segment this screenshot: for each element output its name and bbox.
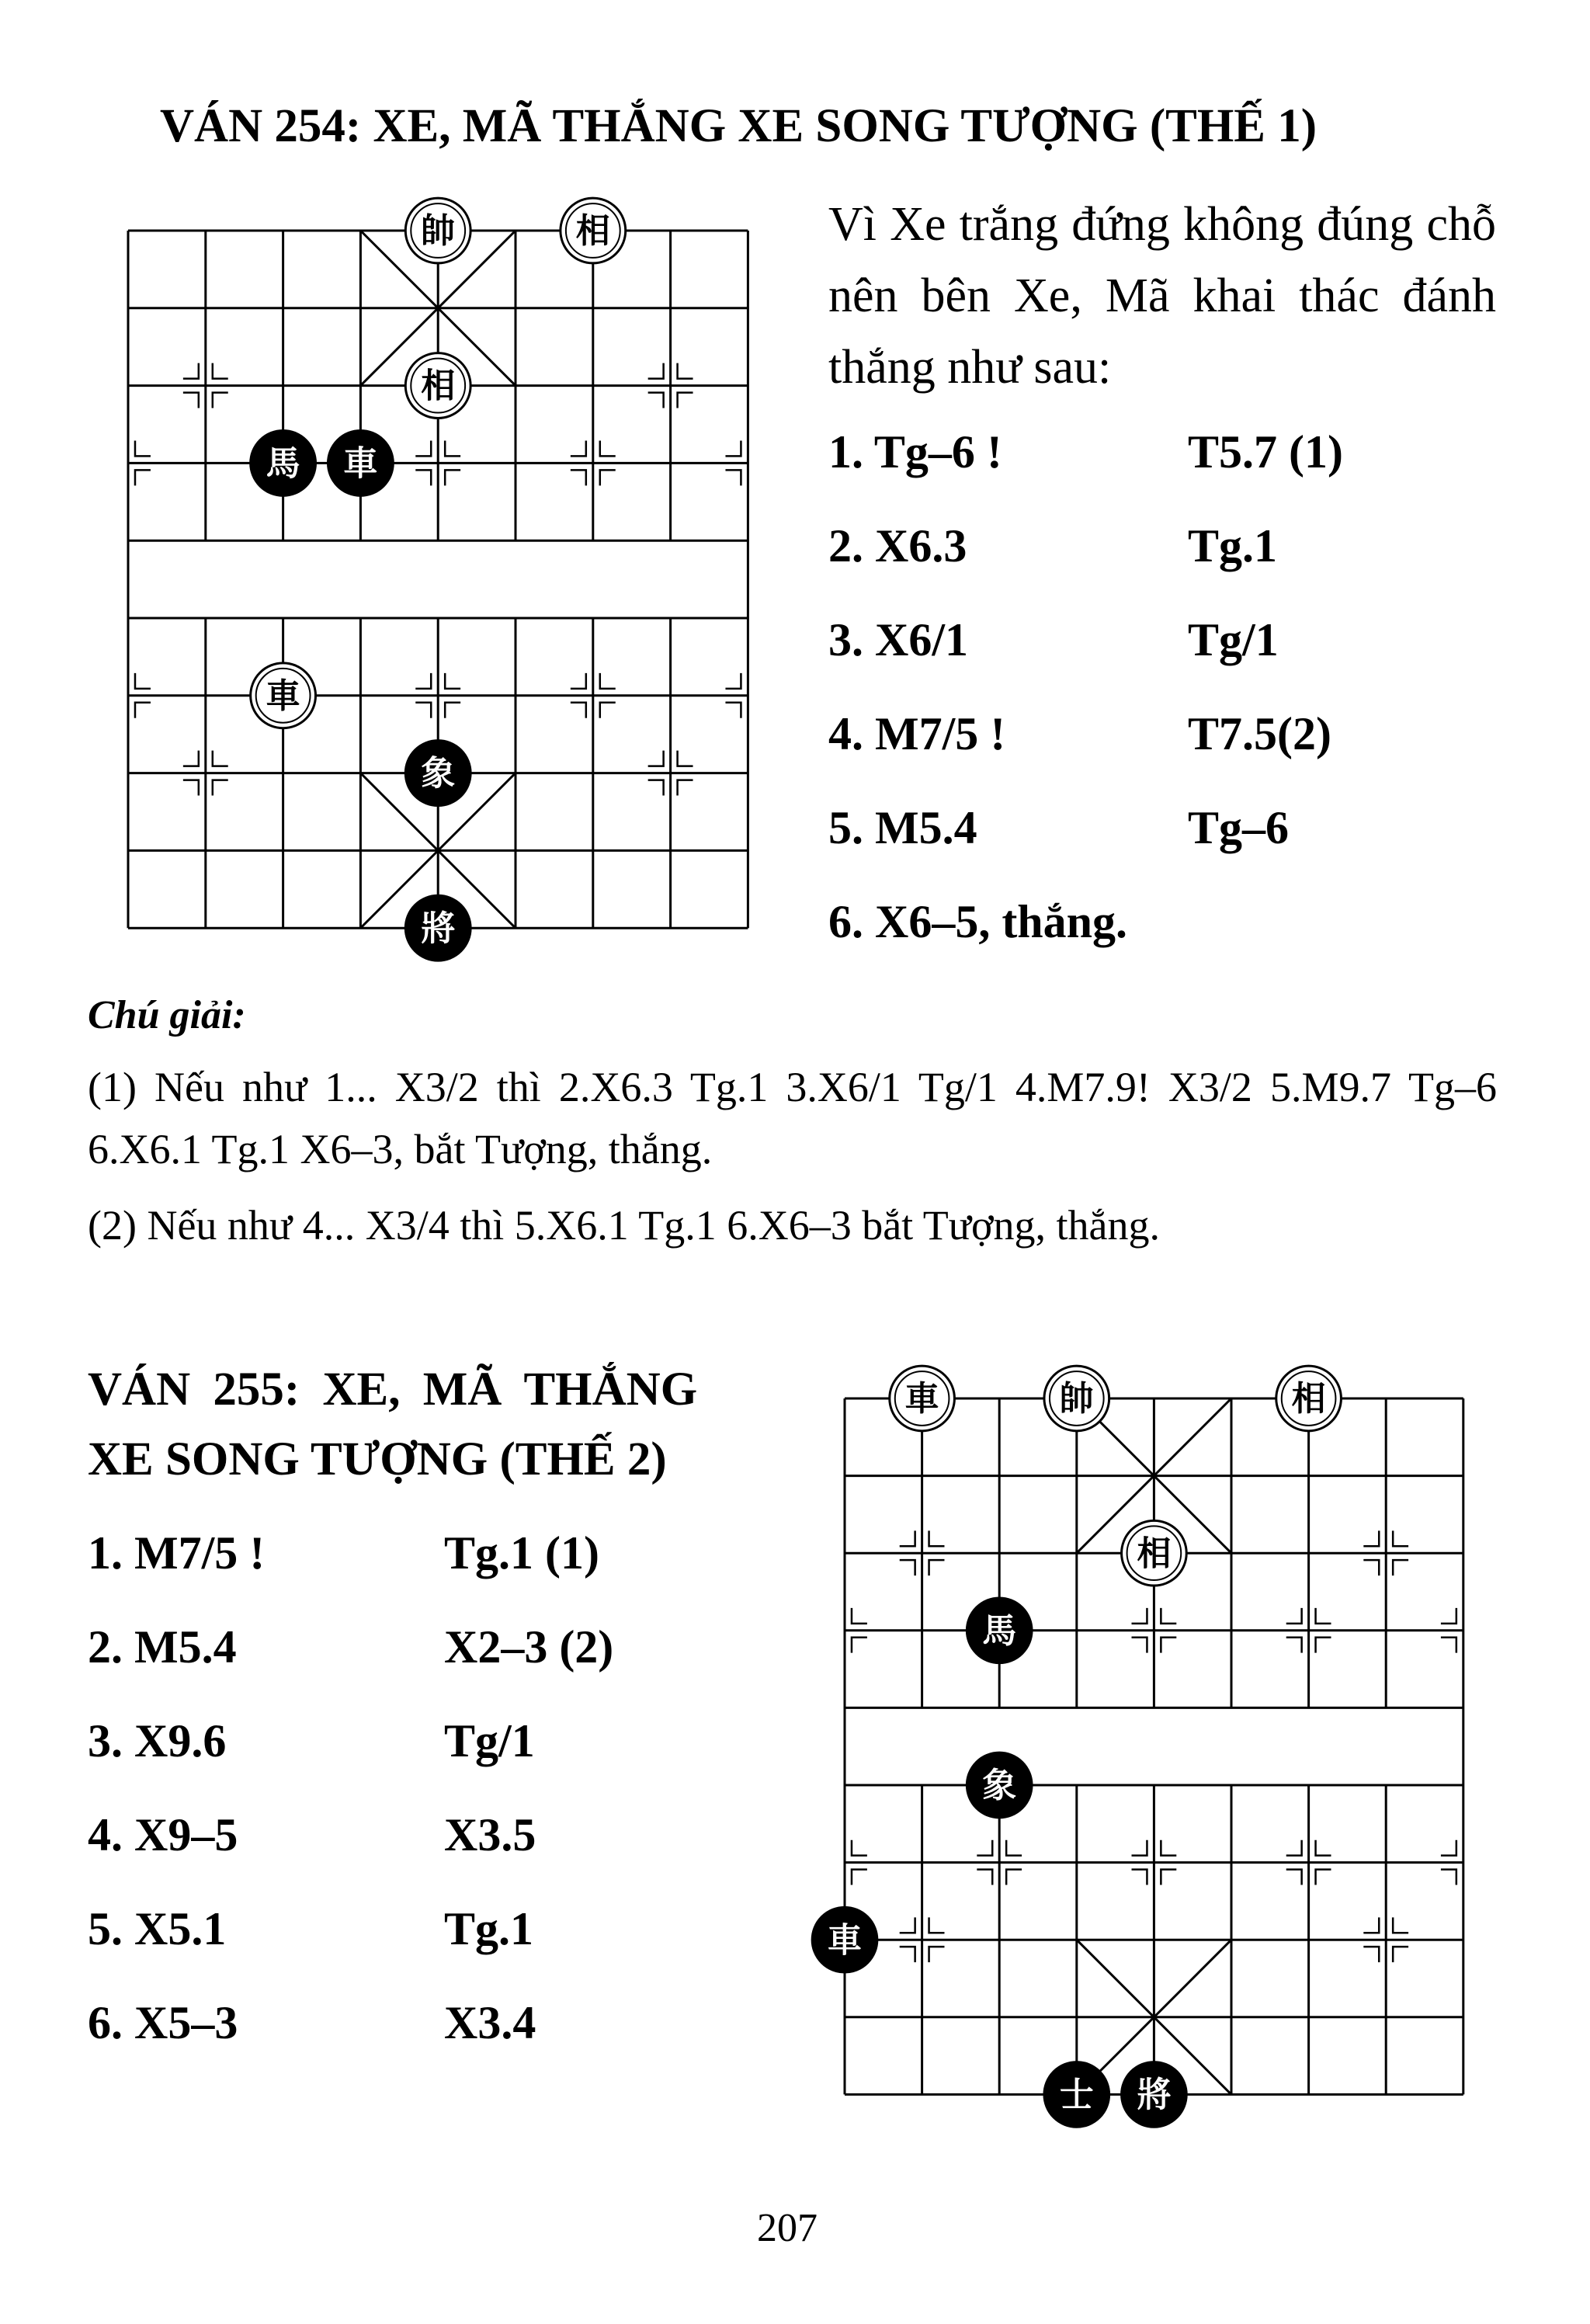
piece-label: 士: [1059, 2075, 1094, 2115]
position-mark: [900, 1560, 915, 1575]
position-mark: [1393, 1917, 1408, 1933]
position-mark: [1393, 1947, 1408, 1962]
piece-label: 將: [1137, 2075, 1172, 2115]
black-chariot-piece: [812, 1907, 877, 1972]
position-mark: [571, 703, 586, 718]
position-mark: [678, 780, 693, 796]
piece-label: 相: [1291, 1379, 1326, 1419]
white-elephant-piece: [1122, 1520, 1187, 1586]
move-white: 1. M7/5 !: [88, 1527, 266, 1579]
position-mark: [183, 393, 199, 408]
black-king-piece: [405, 895, 470, 961]
position-mark: [1161, 1608, 1176, 1624]
position-mark: [678, 751, 693, 766]
move-white: 5. M5.4: [828, 802, 977, 853]
position-mark: [1132, 1638, 1147, 1653]
position-mark: [445, 673, 460, 689]
position-mark: [1286, 1870, 1302, 1885]
position-mark: [571, 470, 586, 485]
position-mark: [648, 780, 664, 796]
position-mark: [135, 703, 151, 718]
position-mark: [678, 393, 693, 408]
game255-title-line2: XE SONG TƯỢNG (THẾ 2): [88, 1433, 667, 1485]
position-mark: [1441, 1870, 1456, 1885]
move-white: 1. Tg–6 !: [828, 426, 1002, 478]
move-black: X3.4: [444, 1997, 536, 2048]
position-mark: [1286, 1840, 1302, 1856]
position-mark: [1393, 1560, 1408, 1575]
game254-intro: Vì Xe trắng đứng không đúng chỗ nên bên Xe, Mã khai thác đánh thắng như sau:: [828, 198, 1496, 394]
piece-label: 象: [421, 753, 456, 794]
position-mark: [415, 703, 431, 718]
position-mark: [135, 673, 151, 689]
game255-board: [815, 1359, 1491, 2159]
position-mark: [445, 440, 460, 456]
page-number: 207: [757, 2206, 818, 2250]
position-mark: [852, 1840, 867, 1856]
position-mark: [1363, 1947, 1379, 1962]
position-mark: [445, 470, 460, 485]
position-mark: [1441, 1638, 1456, 1653]
position-mark: [648, 751, 664, 766]
position-mark: [213, 751, 228, 766]
position-mark: [1316, 1840, 1331, 1856]
move-black: Tg.1: [1188, 520, 1278, 571]
move-white: 5. X5.1: [88, 1903, 227, 1954]
position-mark: [1286, 1608, 1302, 1624]
position-mark: [900, 1530, 915, 1546]
position-mark: [977, 1870, 992, 1885]
position-mark: [1132, 1870, 1147, 1885]
position-mark: [1363, 1530, 1379, 1546]
position-mark: [183, 363, 199, 379]
position-mark: [725, 673, 741, 689]
white-chariot-piece: [251, 663, 316, 728]
move-black: T7.5(2): [1188, 708, 1331, 759]
position-mark: [852, 1870, 867, 1885]
position-mark: [213, 780, 228, 796]
position-mark: [600, 673, 616, 689]
black-horse-piece: [967, 1598, 1032, 1663]
piece-label: 帥: [1059, 1379, 1094, 1419]
position-mark: [1286, 1638, 1302, 1653]
black-elephant-piece: [967, 1753, 1032, 1818]
move-white: 6. X6–5, thắng.: [828, 896, 1128, 947]
move-white: 3. X6/1: [828, 614, 968, 665]
piece-label: 相: [575, 211, 610, 252]
position-mark: [678, 363, 693, 379]
position-mark: [1161, 1638, 1176, 1653]
position-mark: [213, 363, 228, 379]
white-king-piece: [1044, 1366, 1109, 1431]
position-mark: [1441, 1840, 1456, 1856]
position-mark: [1006, 1840, 1022, 1856]
position-mark: [725, 440, 741, 456]
position-mark: [135, 470, 151, 485]
position-mark: [1441, 1608, 1456, 1624]
position-mark: [183, 751, 199, 766]
position-mark: [1006, 1870, 1022, 1885]
position-mark: [852, 1638, 867, 1653]
piece-label: 車: [266, 676, 300, 716]
move-black: Tg–6: [1188, 802, 1290, 853]
position-mark: [852, 1608, 867, 1624]
move-white: 2. X6.3: [828, 520, 967, 571]
position-mark: [571, 440, 586, 456]
position-mark: [415, 673, 431, 689]
position-mark: [929, 1917, 945, 1933]
black-advisor-piece: [1044, 2062, 1109, 2128]
white-king-piece: [405, 198, 470, 263]
move-black: Tg/1: [444, 1715, 535, 1766]
move-black: T5.7 (1): [1188, 426, 1343, 478]
position-mark: [1132, 1840, 1147, 1856]
move-white: 6. X5–3: [88, 1997, 238, 2048]
piece-label: 相: [421, 366, 456, 406]
move-black: X3.5: [444, 1809, 536, 1860]
piece-label: 車: [904, 1379, 939, 1419]
position-mark: [1161, 1840, 1176, 1856]
position-mark: [415, 440, 431, 456]
position-mark: [1316, 1870, 1331, 1885]
position-mark: [1393, 1530, 1408, 1546]
position-mark: [929, 1530, 945, 1546]
move-white: 2. M5.4: [88, 1621, 237, 1673]
piece-label: 帥: [421, 211, 456, 252]
move-black: X2–3 (2): [444, 1621, 614, 1673]
game254-title: VÁN 254: XE, MÃ THẮNG XE SONG TƯỢNG (THẾ 1): [160, 100, 1317, 152]
position-mark: [1132, 1608, 1147, 1624]
position-mark: [600, 470, 616, 485]
move-white: 4. X9–5: [88, 1809, 238, 1860]
move-black: Tg/1: [1188, 614, 1279, 665]
position-mark: [900, 1917, 915, 1933]
game254-note-2: (2) Nếu như 4... X3/4 thì 5.X6.1 Tg.1 6.X6–3 bắt Tượng, thắng.: [88, 1202, 1160, 1249]
game254-notes-heading: Chú giải:: [88, 993, 246, 1037]
white-elephant-piece: [1276, 1366, 1342, 1431]
position-mark: [1363, 1917, 1379, 1933]
black-horse-piece: [251, 430, 316, 495]
piece-label: 象: [982, 1766, 1017, 1806]
piece-label: 馬: [982, 1610, 1017, 1651]
piece-label: 馬: [266, 443, 300, 484]
position-mark: [929, 1560, 945, 1575]
move-white: 3. X9.6: [88, 1715, 227, 1766]
position-mark: [1363, 1560, 1379, 1575]
white-chariot-piece: [890, 1366, 955, 1431]
black-king-piece: [1122, 2062, 1187, 2128]
white-elephant-piece: [561, 198, 626, 263]
position-mark: [571, 673, 586, 689]
move-black: Tg.1: [444, 1903, 534, 1954]
position-mark: [900, 1947, 915, 1962]
move-white: 4. M7/5 !: [828, 708, 1006, 759]
game254-board: [116, 211, 753, 955]
position-mark: [648, 393, 664, 408]
piece-label: 車: [343, 443, 378, 484]
game255-title-line1: VÁN 255: XE, MÃ THẮNG: [88, 1363, 698, 1416]
position-mark: [648, 363, 664, 379]
position-mark: [1316, 1638, 1331, 1653]
position-mark: [183, 780, 199, 796]
move-black: Tg.1 (1): [444, 1527, 599, 1579]
position-mark: [725, 703, 741, 718]
position-mark: [1161, 1870, 1176, 1885]
position-mark: [415, 470, 431, 485]
piece-label: 將: [421, 908, 456, 949]
position-mark: [135, 440, 151, 456]
position-mark: [600, 703, 616, 718]
position-mark: [213, 393, 228, 408]
game254-note-1: (1) Nếu như 1... X3/2 thì 2.X6.3 Tg.1 3.X6/1 Tg/1 4.M7.9! X3/2 5.M9.7 Tg–6 6.X6.1 Tg.1 X6–3, bắt Tượng, thắng.: [88, 1064, 1497, 1172]
position-mark: [725, 470, 741, 485]
position-mark: [600, 440, 616, 456]
black-elephant-piece: [405, 741, 470, 806]
position-mark: [445, 703, 460, 718]
piece-label: 相: [1137, 1534, 1172, 1574]
position-mark: [1316, 1608, 1331, 1624]
position-mark: [929, 1947, 945, 1962]
piece-label: 車: [828, 1920, 862, 1961]
black-chariot-piece: [328, 430, 393, 495]
position-mark: [977, 1840, 992, 1856]
white-elephant-piece: [405, 353, 470, 419]
